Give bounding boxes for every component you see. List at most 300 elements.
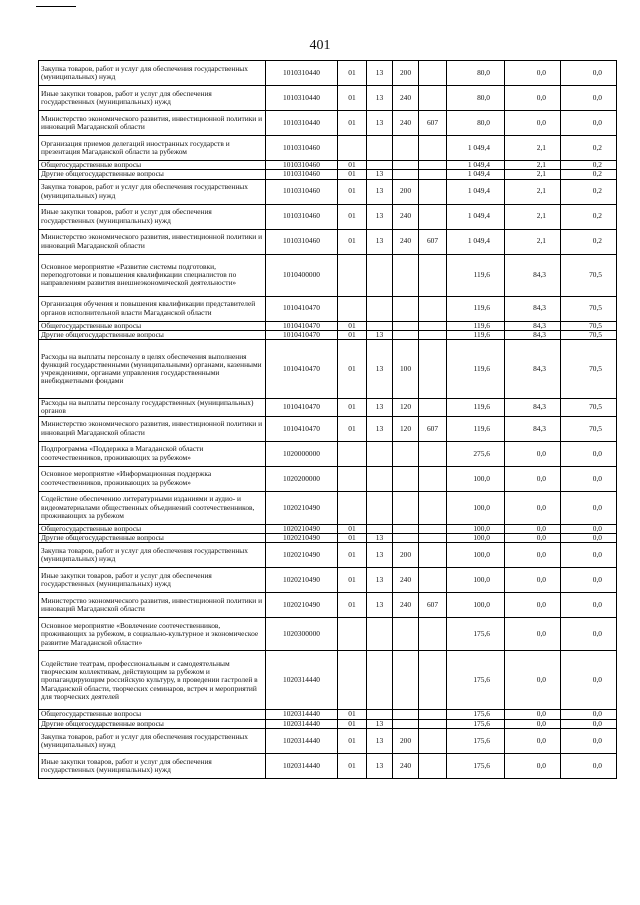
row-target-code: 1020314440 (266, 651, 338, 710)
row-amount-1: 100,0 (447, 568, 505, 593)
row-subsection: 13 (367, 330, 393, 339)
row-target-code: 1010410470 (266, 330, 338, 339)
row-section: 01 (338, 593, 367, 618)
row-amount-2: 0,0 (505, 651, 561, 710)
row-amount-3: 0,2 (561, 161, 617, 170)
row-amount-1: 119,6 (447, 330, 505, 339)
row-subsection: 13 (367, 340, 393, 399)
row-amount-2: 84,3 (505, 399, 561, 417)
row-subsection (367, 466, 393, 491)
row-target-code: 1010400000 (266, 254, 338, 296)
row-subsection (367, 524, 393, 533)
row-amount-2: 2,1 (505, 161, 561, 170)
row-amount-3: 0,0 (561, 753, 617, 778)
row-expense-type (393, 491, 419, 524)
row-amount-2: 0,0 (505, 86, 561, 111)
row-expense-type: 120 (393, 399, 419, 417)
row-subsection (367, 321, 393, 330)
row-admin-code (419, 618, 447, 651)
row-amount-1: 175,6 (447, 618, 505, 651)
row-name: Иные закупки товаров, работ и услуг для обеспечения государственных (муниципальных) нужд (39, 86, 266, 111)
row-amount-2: 0,0 (505, 710, 561, 719)
row-subsection (367, 441, 393, 466)
row-section (338, 441, 367, 466)
row-amount-3: 70,5 (561, 330, 617, 339)
row-section: 01 (338, 86, 367, 111)
row-expense-type: 200 (393, 728, 419, 753)
row-section: 01 (338, 170, 367, 179)
row-subsection: 13 (367, 719, 393, 728)
row-name: Общегосударственные вопросы (39, 321, 266, 330)
row-amount-3: 0,0 (561, 728, 617, 753)
row-target-code: 1010310440 (266, 61, 338, 86)
table-row (39, 416, 617, 441)
row-section: 01 (338, 321, 367, 330)
row-target-code: 1020300000 (266, 618, 338, 651)
row-target-code: 1020314440 (266, 753, 338, 778)
row-section (338, 618, 367, 651)
row-subsection (367, 254, 393, 296)
row-amount-3: 0,0 (561, 441, 617, 466)
row-section: 01 (338, 728, 367, 753)
row-amount-1: 175,6 (447, 651, 505, 710)
row-amount-3: 70,5 (561, 399, 617, 417)
row-amount-3: 0,2 (561, 136, 617, 161)
row-subsection: 13 (367, 204, 393, 229)
row-amount-2: 0,0 (505, 543, 561, 568)
row-subsection (367, 161, 393, 170)
row-expense-type (393, 651, 419, 710)
row-subsection: 13 (367, 728, 393, 753)
row-amount-3: 0,0 (561, 593, 617, 618)
budget-table (38, 60, 617, 779)
row-amount-3: 70,5 (561, 296, 617, 321)
row-amount-2: 0,0 (505, 441, 561, 466)
row-section: 01 (338, 524, 367, 533)
row-amount-3: 0,2 (561, 170, 617, 179)
row-amount-2: 84,3 (505, 296, 561, 321)
row-admin-code (419, 753, 447, 778)
row-admin-code (419, 340, 447, 399)
row-expense-type (393, 136, 419, 161)
row-amount-3: 0,0 (561, 491, 617, 524)
row-admin-code (419, 728, 447, 753)
table-row (39, 254, 617, 296)
row-admin-code (419, 170, 447, 179)
row-section: 01 (338, 161, 367, 170)
row-expense-type (393, 296, 419, 321)
row-amount-1: 100,0 (447, 491, 505, 524)
row-amount-1: 80,0 (447, 86, 505, 111)
row-admin-code (419, 296, 447, 321)
row-amount-2: 0,0 (505, 593, 561, 618)
row-name: Общегосударственные вопросы (39, 710, 266, 719)
table-row (39, 330, 617, 339)
table-row (39, 111, 617, 136)
row-expense-type: 240 (393, 568, 419, 593)
row-name: Общегосударственные вопросы (39, 524, 266, 533)
row-amount-1: 1 049,4 (447, 204, 505, 229)
row-target-code: 1020210490 (266, 543, 338, 568)
row-expense-type (393, 441, 419, 466)
row-target-code: 1020314440 (266, 710, 338, 719)
row-amount-1: 1 049,4 (447, 170, 505, 179)
row-target-code: 1020210490 (266, 568, 338, 593)
row-expense-type: 200 (393, 543, 419, 568)
row-admin-code: 607 (419, 416, 447, 441)
row-name: Министерство экономического развития, инвестиционной политики и инноваций Магаданской области (39, 229, 266, 254)
row-section (338, 651, 367, 710)
row-amount-2: 0,0 (505, 618, 561, 651)
row-expense-type: 120 (393, 416, 419, 441)
row-amount-1: 175,6 (447, 728, 505, 753)
row-name: Расходы на выплаты персоналу в целях обеспечения выполнения функций государственными (муниципальными) органами, казенными учреждениями, органами управления государственными внебюджетными фондами (39, 340, 266, 399)
row-subsection (367, 136, 393, 161)
row-amount-2: 84,3 (505, 416, 561, 441)
table-row (39, 719, 617, 728)
row-section: 01 (338, 719, 367, 728)
row-amount-2: 2,1 (505, 170, 561, 179)
row-admin-code (419, 204, 447, 229)
row-name: Закупка товаров, работ и услуг для обеспечения государственных (муниципальных) нужд (39, 543, 266, 568)
row-amount-3: 0,2 (561, 204, 617, 229)
row-amount-3: 70,5 (561, 416, 617, 441)
row-target-code: 1010310460 (266, 204, 338, 229)
row-admin-code (419, 466, 447, 491)
row-amount-2: 0,0 (505, 728, 561, 753)
row-amount-3: 70,5 (561, 321, 617, 330)
table-row (39, 86, 617, 111)
row-target-code: 1010410470 (266, 340, 338, 399)
row-expense-type (393, 719, 419, 728)
row-amount-1: 175,6 (447, 753, 505, 778)
row-expense-type (393, 254, 419, 296)
row-section (338, 296, 367, 321)
row-admin-code (419, 161, 447, 170)
row-subsection: 13 (367, 534, 393, 543)
row-section (338, 491, 367, 524)
row-name: Основное мероприятие «Вовлечение соотечественников, проживающих за рубежом, в социально-культурное и экономическое развитие Магаданской области» (39, 618, 266, 651)
row-admin-code (419, 399, 447, 417)
row-expense-type (393, 534, 419, 543)
row-amount-3: 0,0 (561, 524, 617, 533)
row-expense-type: 240 (393, 86, 419, 111)
row-admin-code (419, 86, 447, 111)
table-row (39, 161, 617, 170)
table-row (39, 710, 617, 719)
table-row (39, 399, 617, 417)
table-row (39, 229, 617, 254)
row-amount-1: 175,6 (447, 710, 505, 719)
row-amount-2: 2,1 (505, 136, 561, 161)
row-admin-code: 607 (419, 111, 447, 136)
table-row (39, 618, 617, 651)
row-expense-type: 240 (393, 593, 419, 618)
table-row (39, 534, 617, 543)
row-subsection: 13 (367, 86, 393, 111)
row-amount-2: 2,1 (505, 229, 561, 254)
row-amount-2: 0,0 (505, 466, 561, 491)
row-expense-type: 240 (393, 204, 419, 229)
table-row (39, 441, 617, 466)
row-amount-2: 0,0 (505, 111, 561, 136)
row-amount-3: 70,5 (561, 254, 617, 296)
row-admin-code (419, 254, 447, 296)
row-amount-1: 119,6 (447, 399, 505, 417)
row-amount-2: 84,3 (505, 330, 561, 339)
row-amount-3: 0,0 (561, 86, 617, 111)
row-expense-type: 240 (393, 753, 419, 778)
row-amount-3: 0,0 (561, 651, 617, 710)
row-amount-3: 0,0 (561, 719, 617, 728)
budget-table-body (39, 61, 617, 779)
row-section: 01 (338, 710, 367, 719)
row-subsection (367, 296, 393, 321)
row-subsection: 13 (367, 543, 393, 568)
row-target-code: 1010410470 (266, 321, 338, 330)
row-amount-1: 275,6 (447, 441, 505, 466)
row-amount-3: 0,0 (561, 543, 617, 568)
row-section: 01 (338, 568, 367, 593)
table-row (39, 136, 617, 161)
row-name: Основное мероприятие «Развитие системы подготовки, переподготовки и повышения квалификации специалистов по направлениям развития внешнеэкономической деятельности» (39, 254, 266, 296)
row-name: Министерство экономического развития, инвестиционной политики и инноваций Магаданской области (39, 111, 266, 136)
row-admin-code (419, 568, 447, 593)
row-section: 01 (338, 330, 367, 339)
row-amount-1: 119,6 (447, 254, 505, 296)
row-section (338, 136, 367, 161)
row-subsection: 13 (367, 399, 393, 417)
page-number: 401 (309, 38, 331, 53)
row-name: Организация приемов делегаций иностранных государств и презентация Магаданской области за рубежом (39, 136, 266, 161)
table-row (39, 179, 617, 204)
row-amount-3: 0,0 (561, 618, 617, 651)
row-name: Иные закупки товаров, работ и услуг для обеспечения государственных (муниципальных) нужд (39, 753, 266, 778)
row-amount-1: 100,0 (447, 524, 505, 533)
row-name: Министерство экономического развития, инвестиционной политики и инноваций Магаданской области (39, 416, 266, 441)
row-target-code: 1010410470 (266, 399, 338, 417)
row-admin-code (419, 179, 447, 204)
row-amount-1: 80,0 (447, 111, 505, 136)
row-admin-code (419, 441, 447, 466)
row-amount-1: 100,0 (447, 543, 505, 568)
row-section: 01 (338, 340, 367, 399)
row-amount-3: 0,0 (561, 568, 617, 593)
row-name: Закупка товаров, работ и услуг для обеспечения государственных (муниципальных) нужд (39, 61, 266, 86)
row-admin-code (419, 491, 447, 524)
row-target-code: 1010310460 (266, 179, 338, 204)
row-name: Закупка товаров, работ и услуг для обеспечения государственных (муниципальных) нужд (39, 728, 266, 753)
row-amount-3: 0,0 (561, 111, 617, 136)
row-section: 01 (338, 753, 367, 778)
row-target-code: 1020210490 (266, 593, 338, 618)
row-target-code: 1020314440 (266, 719, 338, 728)
row-target-code: 1020000000 (266, 441, 338, 466)
row-amount-3: 0,0 (561, 61, 617, 86)
row-section: 01 (338, 534, 367, 543)
row-expense-type: 100 (393, 340, 419, 399)
row-subsection: 13 (367, 568, 393, 593)
row-admin-code (419, 543, 447, 568)
row-expense-type (393, 321, 419, 330)
row-expense-type (393, 618, 419, 651)
row-admin-code: 607 (419, 593, 447, 618)
row-amount-1: 1 049,4 (447, 161, 505, 170)
row-amount-2: 0,0 (505, 534, 561, 543)
row-subsection: 13 (367, 416, 393, 441)
row-amount-2: 0,0 (505, 568, 561, 593)
row-name: Другие общегосударственные вопросы (39, 330, 266, 339)
table-row (39, 170, 617, 179)
row-name: Другие общегосударственные вопросы (39, 534, 266, 543)
row-expense-type (393, 161, 419, 170)
row-target-code: 1010410470 (266, 416, 338, 441)
row-amount-1: 1 049,4 (447, 136, 505, 161)
row-admin-code (419, 534, 447, 543)
row-amount-2: 0,0 (505, 491, 561, 524)
row-amount-2: 0,0 (505, 61, 561, 86)
row-section (338, 466, 367, 491)
row-amount-2: 0,0 (505, 719, 561, 728)
row-amount-1: 119,6 (447, 416, 505, 441)
row-amount-1: 100,0 (447, 534, 505, 543)
row-expense-type (393, 710, 419, 719)
row-subsection: 13 (367, 179, 393, 204)
row-name: Организация обучения и повышения квалификации представителей органов исполнительной власти Магаданской области (39, 296, 266, 321)
row-section: 01 (338, 416, 367, 441)
row-subsection (367, 710, 393, 719)
row-amount-3: 70,5 (561, 340, 617, 399)
table-row (39, 321, 617, 330)
row-section: 01 (338, 179, 367, 204)
row-expense-type (393, 170, 419, 179)
row-name: Расходы на выплаты персоналу государственных (муниципальных) органов (39, 399, 266, 417)
row-section: 01 (338, 543, 367, 568)
table-row (39, 524, 617, 533)
row-expense-type: 200 (393, 61, 419, 86)
table-row (39, 728, 617, 753)
row-admin-code (419, 321, 447, 330)
row-admin-code (419, 330, 447, 339)
row-amount-1: 80,0 (447, 61, 505, 86)
row-amount-1: 119,6 (447, 296, 505, 321)
row-name: Основное мероприятие «Информационная поддержка соотечественников, проживающих за рубежом» (39, 466, 266, 491)
table-row (39, 753, 617, 778)
row-admin-code (419, 651, 447, 710)
row-amount-2: 0,0 (505, 524, 561, 533)
row-amount-2: 2,1 (505, 179, 561, 204)
row-target-code: 1020210490 (266, 534, 338, 543)
table-row (39, 340, 617, 399)
row-amount-2: 84,3 (505, 321, 561, 330)
row-target-code: 1010310460 (266, 136, 338, 161)
table-row (39, 466, 617, 491)
row-amount-1: 119,6 (447, 340, 505, 399)
row-amount-1: 175,6 (447, 719, 505, 728)
row-name: Закупка товаров, работ и услуг для обеспечения государственных (муниципальных) нужд (39, 179, 266, 204)
row-target-code: 1010310460 (266, 229, 338, 254)
row-amount-1: 1 049,4 (447, 229, 505, 254)
row-admin-code (419, 710, 447, 719)
table-row (39, 651, 617, 710)
row-amount-1: 100,0 (447, 593, 505, 618)
row-amount-2: 0,0 (505, 753, 561, 778)
row-name: Подпрограмма «Поддержка в Магаданской области соотечественников, проживающих за рубежом» (39, 441, 266, 466)
row-admin-code: 607 (419, 229, 447, 254)
table-row (39, 491, 617, 524)
row-section: 01 (338, 111, 367, 136)
table-row (39, 543, 617, 568)
row-subsection (367, 651, 393, 710)
row-amount-3: 0,2 (561, 229, 617, 254)
row-expense-type: 240 (393, 229, 419, 254)
row-subsection (367, 618, 393, 651)
row-target-code: 1010310460 (266, 161, 338, 170)
row-expense-type: 200 (393, 179, 419, 204)
row-target-code: 1010310440 (266, 111, 338, 136)
row-amount-2: 84,3 (505, 254, 561, 296)
row-section: 01 (338, 399, 367, 417)
row-expense-type: 240 (393, 111, 419, 136)
row-section: 01 (338, 204, 367, 229)
row-target-code: 1020314440 (266, 728, 338, 753)
row-amount-3: 0,0 (561, 466, 617, 491)
row-target-code: 1010310460 (266, 170, 338, 179)
row-admin-code (419, 719, 447, 728)
row-expense-type (393, 466, 419, 491)
row-admin-code (419, 61, 447, 86)
row-expense-type (393, 330, 419, 339)
row-admin-code (419, 136, 447, 161)
table-row (39, 593, 617, 618)
row-name: Министерство экономического развития, инвестиционной политики и инноваций Магаданской области (39, 593, 266, 618)
row-subsection (367, 491, 393, 524)
table-row (39, 61, 617, 86)
row-amount-1: 100,0 (447, 466, 505, 491)
row-amount-2: 84,3 (505, 340, 561, 399)
row-subsection: 13 (367, 61, 393, 86)
row-amount-1: 1 049,4 (447, 179, 505, 204)
table-row (39, 296, 617, 321)
row-target-code: 1020210490 (266, 491, 338, 524)
row-name: Другие общегосударственные вопросы (39, 719, 266, 728)
table-row (39, 568, 617, 593)
row-target-code: 1020200000 (266, 466, 338, 491)
row-subsection: 13 (367, 593, 393, 618)
row-subsection: 13 (367, 111, 393, 136)
row-name: Иные закупки товаров, работ и услуг для обеспечения государственных (муниципальных) нужд (39, 568, 266, 593)
row-target-code: 1020210490 (266, 524, 338, 533)
row-name: Другие общегосударственные вопросы (39, 170, 266, 179)
row-name: Общегосударственные вопросы (39, 161, 266, 170)
row-target-code: 1010310440 (266, 86, 338, 111)
row-amount-2: 2,1 (505, 204, 561, 229)
row-name: Содействие обеспечению литературными изданиями и аудио- и видеоматериалами общественных объединений соотечественников, проживающих за рубежом (39, 491, 266, 524)
row-subsection: 13 (367, 229, 393, 254)
row-section: 01 (338, 61, 367, 86)
row-target-code: 1010410470 (266, 296, 338, 321)
row-subsection: 13 (367, 170, 393, 179)
row-amount-3: 0,0 (561, 534, 617, 543)
row-amount-1: 119,6 (447, 321, 505, 330)
row-admin-code (419, 524, 447, 533)
row-amount-3: 0,2 (561, 179, 617, 204)
row-section: 01 (338, 229, 367, 254)
row-subsection: 13 (367, 753, 393, 778)
top-rule (36, 6, 76, 7)
row-section (338, 254, 367, 296)
table-row (39, 204, 617, 229)
